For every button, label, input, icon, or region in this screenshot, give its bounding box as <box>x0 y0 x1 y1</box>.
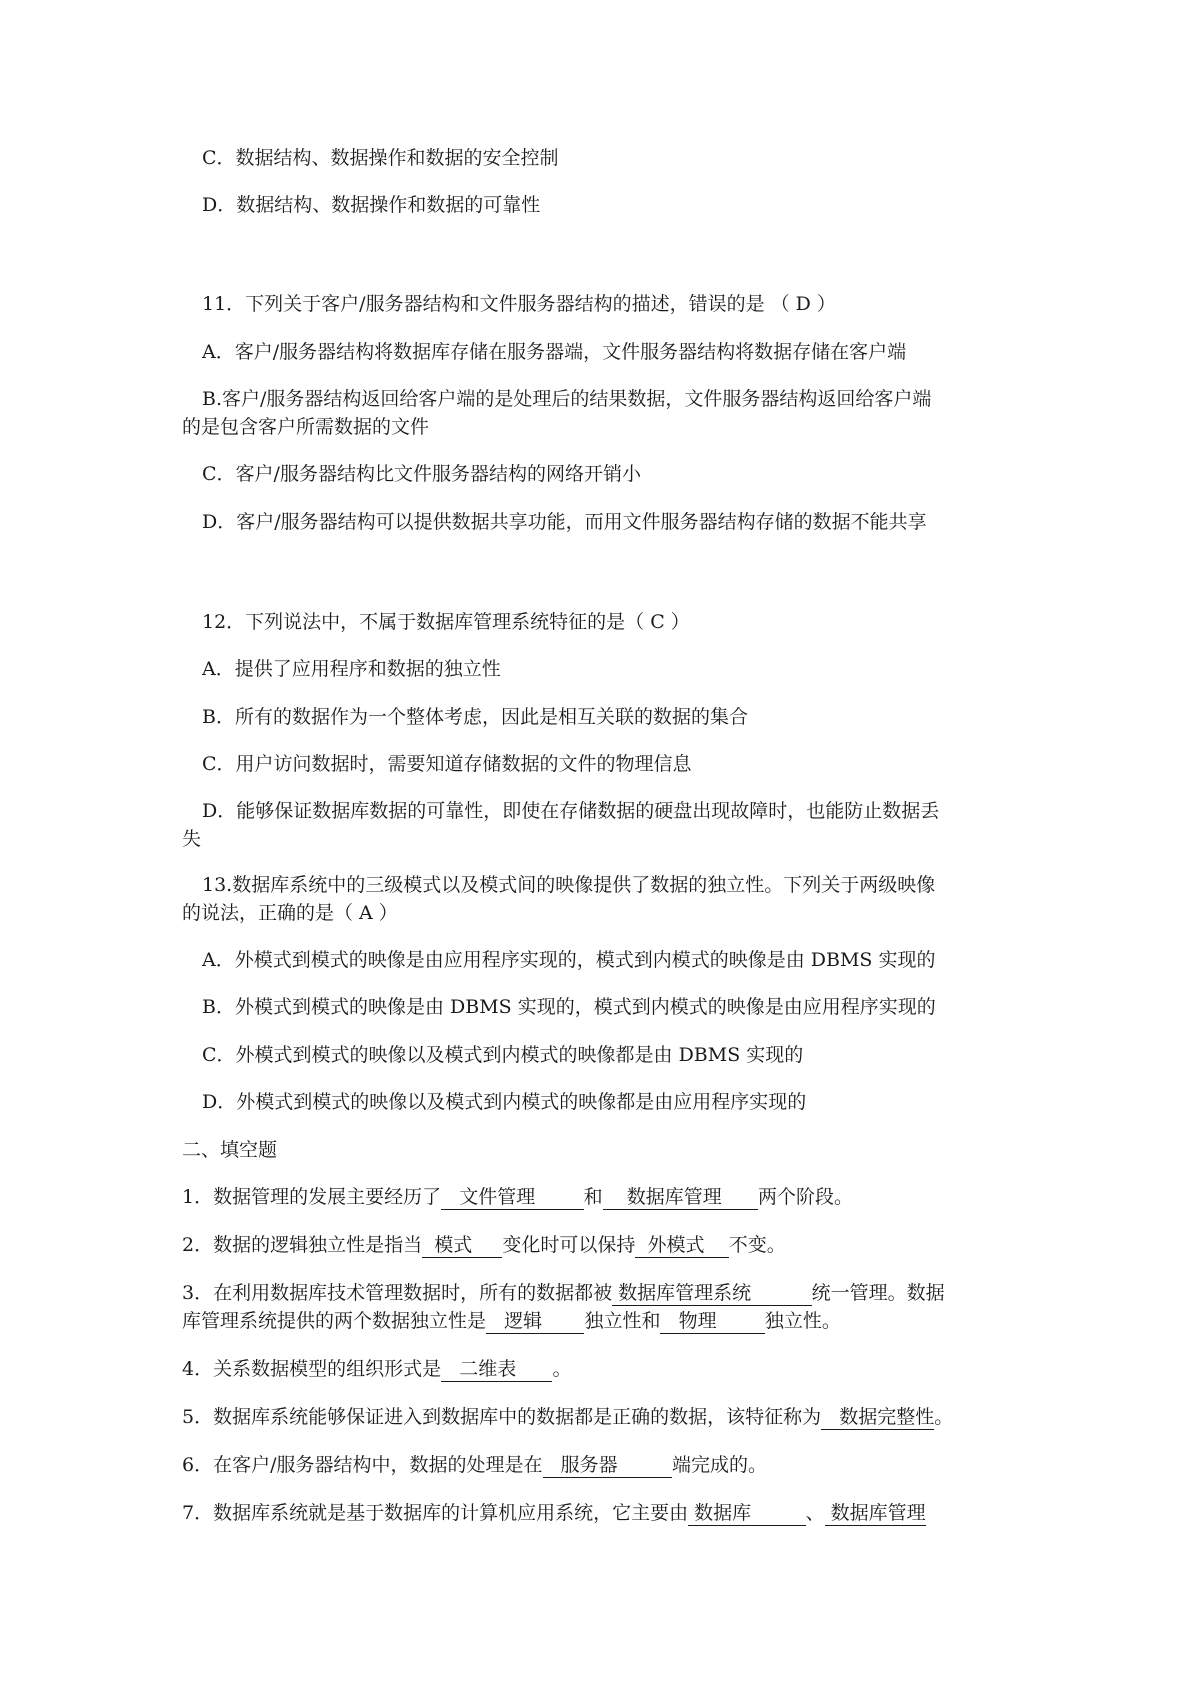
answer-blank: 数据库 <box>688 1501 805 1526</box>
answer-blank: 模式 <box>422 1233 502 1258</box>
answer-blank: 外模式 <box>635 1233 728 1258</box>
q13-option-c: C．外模式到模式的映像以及模式到内模式的映像都是由 DBMS 实现的 <box>202 1044 804 1066</box>
q11-stem: 11．下列关于客户/服务器结构和文件服务器结构的描述，错误的是 （ D ） <box>202 293 836 315</box>
answer-blank: 数据库管理 <box>603 1185 758 1210</box>
q12-option-a: A．提供了应用程序和数据的独立性 <box>202 658 501 680</box>
q12-option-b: B．所有的数据作为一个整体考虑，因此是相互关联的数据的集合 <box>202 706 748 728</box>
answer-blank: 数据库管理系统 <box>612 1281 811 1306</box>
q12-option-d-line1: D．能够保证数据库数据的可靠性，即使在存储数据的硬盘出现故障时，也能防止数据丢 <box>202 800 940 822</box>
q13-stem-line2: 的说法，正确的是（ A ） <box>182 902 398 924</box>
section-title: 二、填空题 <box>182 1139 278 1161</box>
q12-stem: 12．下列说法中，不属于数据库管理系统特征的是（ C ） <box>202 611 690 633</box>
fill-question-6: 6．在客户/服务器结构中，数据的处理是在 服务器 端完成的。 <box>182 1454 768 1476</box>
q11-option-b-line2: 的是包含客户所需数据的文件 <box>182 416 430 438</box>
fill-question-2: 2．数据的逻辑独立性是指当 模式 变化时可以保持 外模式 不变。 <box>182 1234 786 1256</box>
q13-stem-line1: 13.数据库系统中的三级模式以及模式间的映像提供了数据的独立性。下列关于两级映像 <box>202 874 936 896</box>
answer-blank: 物理 <box>660 1309 764 1334</box>
fill-question-3-line2: 库管理系统提供的两个数据独立性是 逻辑 独立性和 物理 独立性。 <box>182 1310 841 1332</box>
answer-blank: 数据完整性 <box>821 1405 934 1430</box>
fill-question-1: 1．数据管理的发展主要经历了 文件管理 和 数据库管理 两个阶段。 <box>182 1186 854 1208</box>
q11-option-d: D．客户/服务器结构可以提供数据共享功能，而用文件服务器结构存储的数据不能共享 <box>202 511 927 533</box>
q13-option-b: B．外模式到模式的映像是由 DBMS 实现的，模式到内模式的映像是由应用程序实现的 <box>202 996 936 1018</box>
q13-option-d: D．外模式到模式的映像以及模式到内模式的映像都是由应用程序实现的 <box>202 1091 807 1113</box>
answer-blank: 服务器 <box>543 1453 673 1478</box>
answer-blank: 文件管理 <box>441 1185 583 1210</box>
fill-question-7: 7．数据库系统就是基于数据库的计算机应用系统，它主要由 数据库 、 数据库管理 <box>182 1502 926 1524</box>
q11-option-c: C．客户/服务器结构比文件服务器结构的网络开销小 <box>202 463 641 485</box>
q12-option-c: C．用户访问数据时，需要知道存储数据的文件的物理信息 <box>202 753 692 775</box>
answer-blank: 逻辑 <box>486 1309 584 1334</box>
fill-question-4: 4．关系数据模型的组织形式是 二维表 。 <box>182 1358 572 1380</box>
fill-question-5: 5．数据库系统能够保证进入到数据库中的数据都是正确的数据，该特征称为 数据完整性。 <box>182 1406 954 1428</box>
q13-option-a: A．外模式到模式的映像是由应用程序实现的，模式到内模式的映像是由 DBMS 实现的 <box>202 949 936 971</box>
q12-option-d-line2: 失 <box>182 828 202 850</box>
answer-blank: 数据库管理 <box>825 1501 926 1526</box>
fill-question-3-line1: 3．在利用数据库技术管理数据时，所有的数据都被 数据库管理系统 统一管理。数据 <box>182 1282 945 1304</box>
q11-option-b-line1: B.客户/服务器结构返回给客户端的是处理后的结果数据，文件服务器结构返回给客户端 <box>202 388 932 410</box>
q10-option-d: D．数据结构、数据操作和数据的可靠性 <box>202 194 541 216</box>
answer-blank: 二维表 <box>441 1357 552 1382</box>
q11-option-a: A．客户/服务器结构将数据库存储在服务器端，文件服务器结构将数据存储在客户端 <box>202 341 907 363</box>
q10-option-c: C．数据结构、数据操作和数据的安全控制 <box>202 147 559 169</box>
